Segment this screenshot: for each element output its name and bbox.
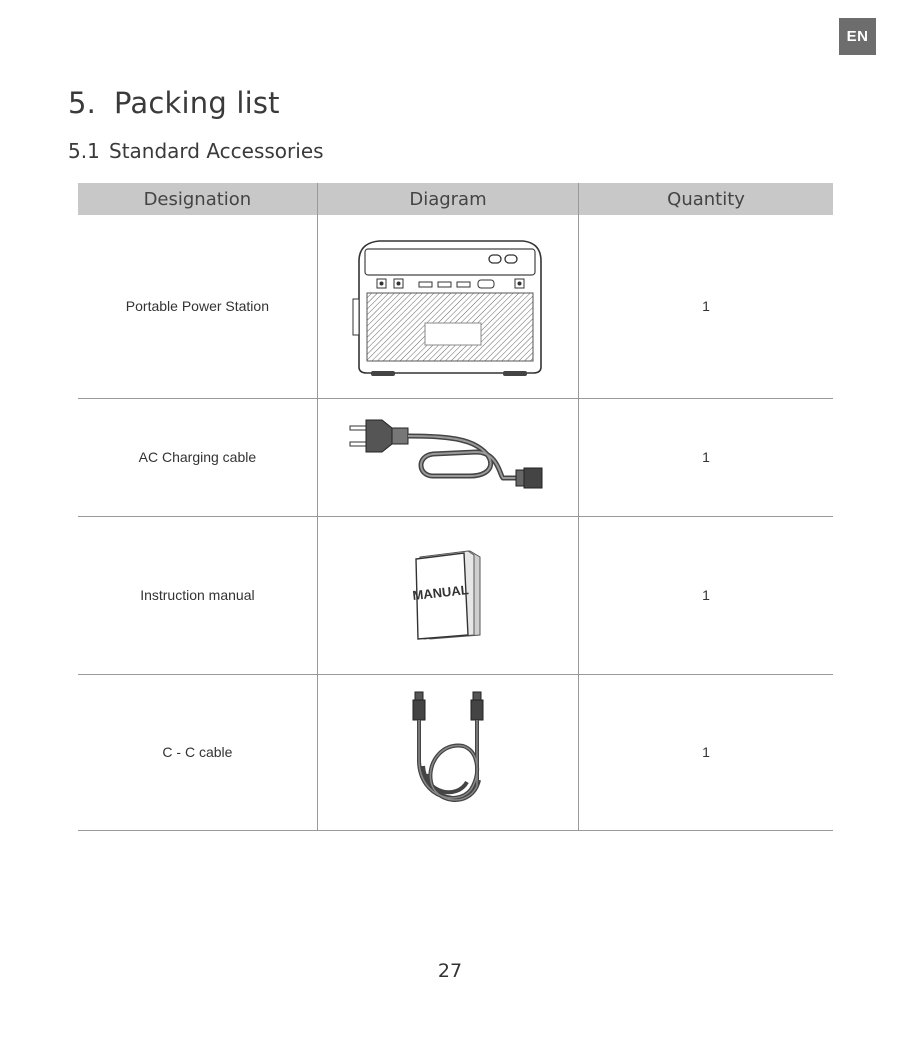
manual-booklet-illustration — [408, 547, 488, 643]
quantity-cell: 1 — [579, 215, 833, 398]
subsection-heading — [68, 139, 324, 163]
quantity-cell: 1 — [579, 516, 833, 674]
header-diagram: Diagram — [317, 183, 578, 215]
header-designation: Designation — [78, 183, 317, 215]
power-station-illustration — [343, 231, 553, 381]
language-badge: EN — [839, 18, 876, 55]
diagram-cell — [317, 516, 578, 674]
table-row — [78, 674, 833, 830]
table-header-row — [78, 183, 833, 215]
quantity-cell: 1 — [579, 398, 833, 516]
table-row — [78, 398, 833, 516]
manual-cover-label: MANUAL — [411, 582, 470, 603]
diagram-cell — [317, 398, 578, 516]
table-row — [78, 516, 833, 674]
designation-cell: C - C cable — [78, 674, 317, 830]
diagram-cell — [317, 215, 578, 398]
designation-cell: Portable Power Station — [78, 215, 317, 398]
usb-c-cable-illustration — [403, 690, 493, 814]
designation-cell: Instruction manual — [78, 516, 317, 674]
subsection-number: 5.1 — [68, 139, 100, 163]
page-number: 27 — [437, 960, 463, 982]
ac-cable-illustration — [348, 418, 548, 496]
table-row — [78, 215, 833, 398]
section-number: 5. — [68, 86, 97, 120]
packing-list-table — [78, 183, 833, 831]
section-title: Packing list — [114, 86, 280, 120]
designation-cell: AC Charging cable — [78, 398, 317, 516]
quantity-cell: 1 — [579, 674, 833, 830]
subsection-title: Standard Accessories — [109, 139, 324, 163]
section-heading — [68, 86, 280, 120]
header-quantity: Quantity — [579, 183, 833, 215]
diagram-cell — [317, 674, 578, 830]
